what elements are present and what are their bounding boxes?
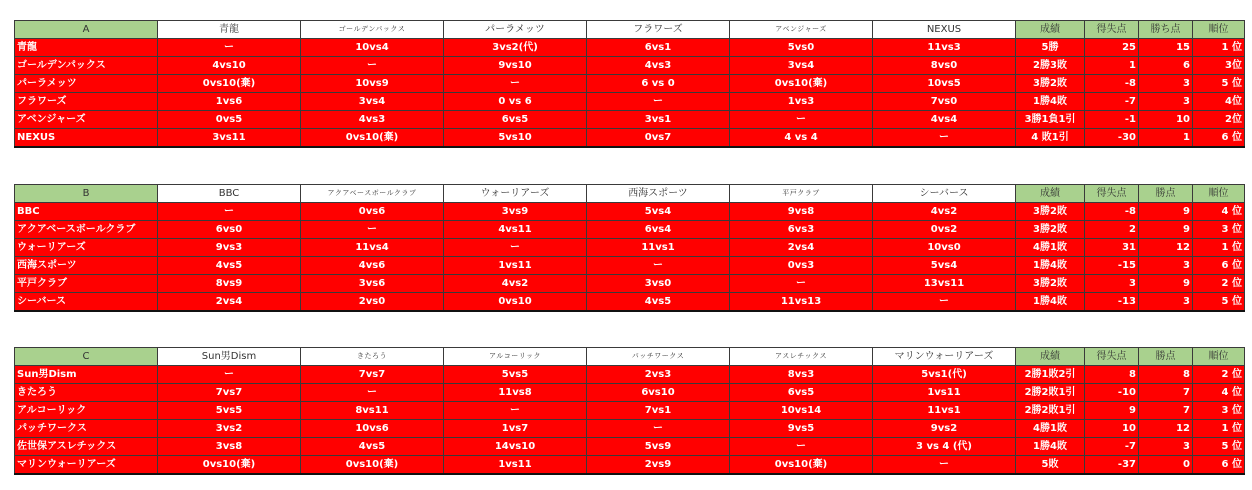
stat-header-cell[interactable]: 順位 bbox=[1193, 21, 1245, 39]
match-result-cell[interactable]: 8vs11 bbox=[301, 402, 444, 420]
match-result-cell[interactable]: 11vs3 bbox=[873, 39, 1016, 57]
record-cell[interactable]: 3勝2敗 bbox=[1016, 275, 1085, 293]
match-result-cell[interactable]: 3vs6 bbox=[301, 275, 444, 293]
league-table-c bbox=[14, 347, 1245, 475]
opponent-header-cell[interactable]: アルコーリック bbox=[444, 348, 587, 366]
record-cell[interactable]: 1勝4敗 bbox=[1016, 293, 1085, 312]
team-name-cell[interactable]: 平戸クラブ bbox=[15, 275, 158, 293]
table-row bbox=[15, 257, 1245, 275]
match-result-cell[interactable]: 7vs7 bbox=[301, 366, 444, 384]
match-result-cell[interactable]: ー bbox=[730, 275, 873, 293]
table-row bbox=[15, 438, 1245, 456]
team-name-cell[interactable]: 青龍 bbox=[15, 39, 158, 57]
match-result-cell[interactable]: 3 vs 4 (代) bbox=[873, 438, 1016, 456]
match-result-cell[interactable]: 4 vs 4 bbox=[730, 129, 873, 148]
run-diff-cell[interactable]: 9 bbox=[1085, 402, 1139, 420]
record-cell[interactable]: 3勝1負1引 bbox=[1016, 111, 1085, 129]
team-name-cell[interactable]: 西海スポーツ bbox=[15, 257, 158, 275]
match-result-cell[interactable]: 9vs2 bbox=[873, 420, 1016, 438]
match-result-cell[interactable]: 4vs5 bbox=[301, 438, 444, 456]
match-result-cell[interactable]: 4vs3 bbox=[587, 57, 730, 75]
match-result-cell[interactable]: 6vs0 bbox=[158, 221, 301, 239]
league-table-a bbox=[14, 20, 1245, 148]
points-cell[interactable]: 3 bbox=[1139, 93, 1193, 111]
points-cell[interactable]: 7 bbox=[1139, 402, 1193, 420]
points-cell[interactable]: 9 bbox=[1139, 221, 1193, 239]
match-result-cell[interactable]: 3vs0 bbox=[587, 275, 730, 293]
run-diff-cell[interactable]: -10 bbox=[1085, 384, 1139, 402]
group-label-cell[interactable]: A bbox=[15, 21, 158, 39]
match-result-cell[interactable]: ー bbox=[301, 384, 444, 402]
rank-cell[interactable]: 3位 bbox=[1193, 57, 1245, 75]
match-result-cell[interactable]: 0vs10(棄) bbox=[730, 456, 873, 475]
opponent-header-cell[interactable]: アスレチックス bbox=[730, 348, 873, 366]
record-cell[interactable]: 4 敗1引 bbox=[1016, 129, 1085, 148]
record-cell[interactable]: 1勝4敗 bbox=[1016, 438, 1085, 456]
opponent-header-cell[interactable]: NEXUS bbox=[873, 21, 1016, 39]
points-cell[interactable]: 10 bbox=[1139, 111, 1193, 129]
match-result-cell[interactable]: 7vs0 bbox=[873, 93, 1016, 111]
match-result-cell[interactable]: ー bbox=[158, 366, 301, 384]
match-result-cell[interactable]: 1vs7 bbox=[444, 420, 587, 438]
record-cell[interactable]: 2勝2敗1引 bbox=[1016, 402, 1085, 420]
table-row bbox=[15, 275, 1245, 293]
match-result-cell[interactable]: 6 vs 0 bbox=[587, 75, 730, 93]
match-result-cell[interactable]: ー bbox=[730, 438, 873, 456]
match-result-cell[interactable]: 10vs5 bbox=[873, 75, 1016, 93]
match-result-cell[interactable]: 4vs11 bbox=[444, 221, 587, 239]
match-result-cell[interactable]: ー bbox=[873, 293, 1016, 312]
match-result-cell[interactable]: 1vs11 bbox=[873, 384, 1016, 402]
match-result-cell[interactable]: 1vs3 bbox=[730, 93, 873, 111]
points-cell[interactable]: 15 bbox=[1139, 39, 1193, 57]
points-cell[interactable]: 3 bbox=[1139, 75, 1193, 93]
group-label-cell[interactable]: C bbox=[15, 348, 158, 366]
opponent-header-cell[interactable]: シーバース bbox=[873, 185, 1016, 203]
match-result-cell[interactable]: ー bbox=[444, 75, 587, 93]
match-result-cell[interactable]: 8vs9 bbox=[158, 275, 301, 293]
match-result-cell[interactable]: 5vs4 bbox=[873, 257, 1016, 275]
table-row bbox=[15, 293, 1245, 312]
stat-header-cell[interactable]: 得失点 bbox=[1085, 21, 1139, 39]
rank-cell[interactable]: 4 位 bbox=[1193, 203, 1245, 221]
record-cell[interactable]: 4勝1敗 bbox=[1016, 239, 1085, 257]
points-cell[interactable]: 12 bbox=[1139, 420, 1193, 438]
opponent-header-cell[interactable]: アベンジャーズ bbox=[730, 21, 873, 39]
rank-cell[interactable]: 5 位 bbox=[1193, 75, 1245, 93]
run-diff-cell[interactable]: 10 bbox=[1085, 420, 1139, 438]
team-name-cell[interactable]: アクアベースボールクラブ bbox=[15, 221, 158, 239]
table-row bbox=[15, 384, 1245, 402]
match-result-cell[interactable]: ー bbox=[587, 93, 730, 111]
match-result-cell[interactable]: 10vs0 bbox=[873, 239, 1016, 257]
match-result-cell[interactable]: 10vs14 bbox=[730, 402, 873, 420]
team-name-cell[interactable]: シーバース bbox=[15, 293, 158, 312]
match-result-cell[interactable]: 3vs11 bbox=[158, 129, 301, 148]
table-row bbox=[15, 57, 1245, 75]
points-cell[interactable]: 3 bbox=[1139, 257, 1193, 275]
match-result-cell[interactable]: 1vs11 bbox=[444, 456, 587, 475]
table-row bbox=[15, 402, 1245, 420]
match-result-cell[interactable]: 5vs5 bbox=[444, 366, 587, 384]
match-result-cell[interactable]: 6vs5 bbox=[444, 111, 587, 129]
opponent-header-cell[interactable]: きたろう bbox=[301, 348, 444, 366]
run-diff-cell[interactable]: -15 bbox=[1085, 257, 1139, 275]
team-name-cell[interactable]: フラワーズ bbox=[15, 93, 158, 111]
record-cell[interactable]: 1勝4敗 bbox=[1016, 93, 1085, 111]
team-name-cell[interactable]: BBC bbox=[15, 203, 158, 221]
table-row bbox=[15, 93, 1245, 111]
run-diff-cell[interactable]: 8 bbox=[1085, 366, 1139, 384]
match-result-cell[interactable]: 10vs6 bbox=[301, 420, 444, 438]
header-row bbox=[15, 348, 1245, 366]
match-result-cell[interactable]: 10vs9 bbox=[301, 75, 444, 93]
opponent-header-cell[interactable]: パーラメッツ bbox=[444, 21, 587, 39]
run-diff-cell[interactable]: -1 bbox=[1085, 111, 1139, 129]
match-result-cell[interactable]: 5vs5 bbox=[158, 402, 301, 420]
rank-cell[interactable]: 4 位 bbox=[1193, 384, 1245, 402]
match-result-cell[interactable]: 5vs4 bbox=[587, 203, 730, 221]
rank-cell[interactable]: 4位 bbox=[1193, 93, 1245, 111]
points-cell[interactable]: 1 bbox=[1139, 129, 1193, 148]
record-cell[interactable]: 1勝4敗 bbox=[1016, 257, 1085, 275]
match-result-cell[interactable]: 1vs11 bbox=[444, 257, 587, 275]
points-cell[interactable]: 6 bbox=[1139, 57, 1193, 75]
stat-header-cell[interactable]: 勝ち点 bbox=[1139, 21, 1193, 39]
rank-cell[interactable]: 2位 bbox=[1193, 111, 1245, 129]
table-row bbox=[15, 39, 1245, 57]
rank-cell[interactable]: 1 位 bbox=[1193, 39, 1245, 57]
opponent-header-cell[interactable]: パッチワークス bbox=[587, 348, 730, 366]
match-result-cell[interactable]: 6vs5 bbox=[730, 384, 873, 402]
run-diff-cell[interactable]: 1 bbox=[1085, 57, 1139, 75]
match-result-cell[interactable]: 4vs3 bbox=[301, 111, 444, 129]
match-result-cell[interactable]: 0vs3 bbox=[730, 257, 873, 275]
match-result-cell[interactable]: 0vs10(棄) bbox=[158, 456, 301, 475]
points-cell[interactable]: 9 bbox=[1139, 275, 1193, 293]
match-result-cell[interactable]: 0vs10(棄) bbox=[158, 75, 301, 93]
run-diff-cell[interactable]: -8 bbox=[1085, 203, 1139, 221]
opponent-header-cell[interactable]: マリンウォーリアーズ bbox=[873, 348, 1016, 366]
run-diff-cell[interactable]: -37 bbox=[1085, 456, 1139, 475]
match-result-cell[interactable]: 0vs10(棄) bbox=[301, 129, 444, 148]
team-name-cell[interactable]: アルコーリック bbox=[15, 402, 158, 420]
match-result-cell[interactable]: 11vs8 bbox=[444, 384, 587, 402]
match-result-cell[interactable]: 7vs1 bbox=[587, 402, 730, 420]
opponent-header-cell[interactable]: アクアベースボールクラブ bbox=[301, 185, 444, 203]
match-result-cell[interactable]: 3vs2(代) bbox=[444, 39, 587, 57]
match-result-cell[interactable]: 4vs10 bbox=[158, 57, 301, 75]
table-row bbox=[15, 239, 1245, 257]
record-cell[interactable]: 2勝2敗1引 bbox=[1016, 384, 1085, 402]
rank-cell[interactable]: 1 位 bbox=[1193, 420, 1245, 438]
match-result-cell[interactable]: 3vs4 bbox=[301, 93, 444, 111]
match-result-cell[interactable]: 4vs5 bbox=[587, 293, 730, 312]
match-result-cell[interactable]: 11vs1 bbox=[587, 239, 730, 257]
stat-header-cell[interactable]: 成績 bbox=[1016, 185, 1085, 203]
match-result-cell[interactable]: 0vs10(棄) bbox=[301, 456, 444, 475]
match-result-cell[interactable]: 0 vs 6 bbox=[444, 93, 587, 111]
match-result-cell[interactable]: ー bbox=[158, 39, 301, 57]
opponent-header-cell[interactable]: Sun男Dism bbox=[158, 348, 301, 366]
stat-header-cell[interactable]: 勝点 bbox=[1139, 348, 1193, 366]
match-result-cell[interactable]: 2vs0 bbox=[301, 293, 444, 312]
team-name-cell[interactable]: アベンジャーズ bbox=[15, 111, 158, 129]
match-result-cell[interactable]: 11vs1 bbox=[873, 402, 1016, 420]
team-name-cell[interactable]: マリンウォーリアーズ bbox=[15, 456, 158, 475]
record-cell[interactable]: 2勝1敗2引 bbox=[1016, 366, 1085, 384]
record-cell[interactable]: 3勝2敗 bbox=[1016, 75, 1085, 93]
match-result-cell[interactable]: 4vs4 bbox=[873, 111, 1016, 129]
points-cell[interactable]: 3 bbox=[1139, 438, 1193, 456]
stat-header-cell[interactable]: 勝点 bbox=[1139, 185, 1193, 203]
table-row bbox=[15, 129, 1245, 148]
match-result-cell[interactable]: 4vs6 bbox=[301, 257, 444, 275]
match-result-cell[interactable]: 4vs2 bbox=[444, 275, 587, 293]
team-name-cell[interactable]: きたろう bbox=[15, 384, 158, 402]
opponent-header-cell[interactable]: 西海スポーツ bbox=[587, 185, 730, 203]
record-cell[interactable]: 3勝2敗 bbox=[1016, 203, 1085, 221]
team-name-cell[interactable]: NEXUS bbox=[15, 129, 158, 148]
run-diff-cell[interactable]: -8 bbox=[1085, 75, 1139, 93]
record-cell[interactable]: 2勝3敗 bbox=[1016, 57, 1085, 75]
match-result-cell[interactable]: ー bbox=[301, 221, 444, 239]
run-diff-cell[interactable]: -7 bbox=[1085, 438, 1139, 456]
match-result-cell[interactable]: 8vs3 bbox=[730, 366, 873, 384]
match-result-cell[interactable]: 4vs2 bbox=[873, 203, 1016, 221]
match-result-cell[interactable]: 9vs5 bbox=[730, 420, 873, 438]
match-result-cell[interactable]: 8vs0 bbox=[873, 57, 1016, 75]
group-label-cell[interactable]: B bbox=[15, 185, 158, 203]
table-row bbox=[15, 203, 1245, 221]
match-result-cell[interactable]: 9vs8 bbox=[730, 203, 873, 221]
match-result-cell[interactable]: 6vs1 bbox=[587, 39, 730, 57]
match-result-cell[interactable]: 0vs5 bbox=[158, 111, 301, 129]
stat-header-cell[interactable]: 順位 bbox=[1193, 348, 1245, 366]
opponent-header-cell[interactable]: 平戸クラブ bbox=[730, 185, 873, 203]
match-result-cell[interactable]: ー bbox=[301, 57, 444, 75]
team-name-cell[interactable]: ゴールデンパックス bbox=[15, 57, 158, 75]
rank-cell[interactable]: 3 位 bbox=[1193, 221, 1245, 239]
rank-cell[interactable]: 6 位 bbox=[1193, 129, 1245, 148]
match-result-cell[interactable]: 5vs9 bbox=[587, 438, 730, 456]
match-result-cell[interactable]: 3vs2 bbox=[158, 420, 301, 438]
match-result-cell[interactable]: 13vs11 bbox=[873, 275, 1016, 293]
run-diff-cell[interactable]: 25 bbox=[1085, 39, 1139, 57]
record-cell[interactable]: 3勝2敗 bbox=[1016, 221, 1085, 239]
team-name-cell[interactable]: Sun男Dism bbox=[15, 366, 158, 384]
match-result-cell[interactable]: 0vs10 bbox=[444, 293, 587, 312]
record-cell[interactable]: 5敗 bbox=[1016, 456, 1085, 475]
match-result-cell[interactable]: ー bbox=[873, 456, 1016, 475]
league-table-b bbox=[14, 184, 1245, 312]
points-cell[interactable]: 7 bbox=[1139, 384, 1193, 402]
header-row bbox=[15, 21, 1245, 39]
rank-cell[interactable]: 5 位 bbox=[1193, 293, 1245, 312]
match-result-cell[interactable]: 6vs4 bbox=[587, 221, 730, 239]
match-result-cell[interactable]: 0vs6 bbox=[301, 203, 444, 221]
points-cell[interactable]: 9 bbox=[1139, 203, 1193, 221]
team-name-cell[interactable]: パーラメッツ bbox=[15, 75, 158, 93]
match-result-cell[interactable]: 5vs10 bbox=[444, 129, 587, 148]
match-result-cell[interactable]: ー bbox=[158, 203, 301, 221]
rank-cell[interactable]: 5 位 bbox=[1193, 438, 1245, 456]
table-row bbox=[15, 75, 1245, 93]
match-result-cell[interactable]: 2vs9 bbox=[587, 456, 730, 475]
match-result-cell[interactable]: 6vs3 bbox=[730, 221, 873, 239]
rank-cell[interactable]: 6 位 bbox=[1193, 257, 1245, 275]
team-name-cell[interactable]: パッチワークス bbox=[15, 420, 158, 438]
match-result-cell[interactable]: 6vs10 bbox=[587, 384, 730, 402]
match-result-cell[interactable]: ー bbox=[587, 257, 730, 275]
table-row bbox=[15, 111, 1245, 129]
match-result-cell[interactable]: 5vs1(代) bbox=[873, 366, 1016, 384]
stat-header-cell[interactable]: 成績 bbox=[1016, 348, 1085, 366]
table-row bbox=[15, 420, 1245, 438]
table-row bbox=[15, 221, 1245, 239]
header-row bbox=[15, 185, 1245, 203]
run-diff-cell[interactable]: 3 bbox=[1085, 275, 1139, 293]
match-result-cell[interactable]: 2vs3 bbox=[587, 366, 730, 384]
match-result-cell[interactable]: 0vs7 bbox=[587, 129, 730, 148]
match-result-cell[interactable]: 9vs3 bbox=[158, 239, 301, 257]
points-cell[interactable]: 12 bbox=[1139, 239, 1193, 257]
match-result-cell[interactable]: 7vs7 bbox=[158, 384, 301, 402]
run-diff-cell[interactable]: -7 bbox=[1085, 93, 1139, 111]
opponent-header-cell[interactable]: BBC bbox=[158, 185, 301, 203]
match-result-cell[interactable]: 2vs4 bbox=[158, 293, 301, 312]
match-result-cell[interactable]: 14vs10 bbox=[444, 438, 587, 456]
stat-header-cell[interactable]: 成績 bbox=[1016, 21, 1085, 39]
match-result-cell[interactable]: 0vs10(棄) bbox=[730, 75, 873, 93]
rank-cell[interactable]: 1 位 bbox=[1193, 239, 1245, 257]
rank-cell[interactable]: 3 位 bbox=[1193, 402, 1245, 420]
run-diff-cell[interactable]: -13 bbox=[1085, 293, 1139, 312]
opponent-header-cell[interactable]: フラワーズ bbox=[587, 21, 730, 39]
match-result-cell[interactable]: 3vs9 bbox=[444, 203, 587, 221]
run-diff-cell[interactable]: 2 bbox=[1085, 221, 1139, 239]
match-result-cell[interactable]: 1vs6 bbox=[158, 93, 301, 111]
points-cell[interactable]: 8 bbox=[1139, 366, 1193, 384]
match-result-cell[interactable]: 3vs1 bbox=[587, 111, 730, 129]
match-result-cell[interactable]: ー bbox=[730, 111, 873, 129]
run-diff-cell[interactable]: 31 bbox=[1085, 239, 1139, 257]
record-cell[interactable]: 4勝1敗 bbox=[1016, 420, 1085, 438]
stat-header-cell[interactable]: 得失点 bbox=[1085, 348, 1139, 366]
rank-cell[interactable]: 2 位 bbox=[1193, 275, 1245, 293]
match-result-cell[interactable]: 3vs4 bbox=[730, 57, 873, 75]
team-name-cell[interactable]: 佐世保アスレチックス bbox=[15, 438, 158, 456]
match-result-cell[interactable]: 5vs0 bbox=[730, 39, 873, 57]
match-result-cell[interactable]: 0vs2 bbox=[873, 221, 1016, 239]
match-result-cell[interactable]: ー bbox=[444, 402, 587, 420]
match-result-cell[interactable]: 9vs10 bbox=[444, 57, 587, 75]
match-result-cell[interactable]: 3vs8 bbox=[158, 438, 301, 456]
match-result-cell[interactable]: 11vs13 bbox=[730, 293, 873, 312]
points-cell[interactable]: 3 bbox=[1139, 293, 1193, 312]
match-result-cell[interactable]: 2vs4 bbox=[730, 239, 873, 257]
opponent-header-cell[interactable]: ゴールデンパックス bbox=[301, 21, 444, 39]
match-result-cell[interactable]: ー bbox=[444, 239, 587, 257]
match-result-cell[interactable]: 10vs4 bbox=[301, 39, 444, 57]
run-diff-cell[interactable]: -30 bbox=[1085, 129, 1139, 148]
rank-cell[interactable]: 6 位 bbox=[1193, 456, 1245, 475]
opponent-header-cell[interactable]: 青龍 bbox=[158, 21, 301, 39]
record-cell[interactable]: 5勝 bbox=[1016, 39, 1085, 57]
match-result-cell[interactable]: 11vs4 bbox=[301, 239, 444, 257]
match-result-cell[interactable]: ー bbox=[873, 129, 1016, 148]
match-result-cell[interactable]: 4vs5 bbox=[158, 257, 301, 275]
points-cell[interactable]: 0 bbox=[1139, 456, 1193, 475]
match-result-cell[interactable]: ー bbox=[587, 420, 730, 438]
team-name-cell[interactable]: ウォーリアーズ bbox=[15, 239, 158, 257]
table-row bbox=[15, 456, 1245, 475]
stat-header-cell[interactable]: 順位 bbox=[1193, 185, 1245, 203]
opponent-header-cell[interactable]: ウォーリアーズ bbox=[444, 185, 587, 203]
stat-header-cell[interactable]: 得失点 bbox=[1085, 185, 1139, 203]
rank-cell[interactable]: 2 位 bbox=[1193, 366, 1245, 384]
table-row bbox=[15, 366, 1245, 384]
